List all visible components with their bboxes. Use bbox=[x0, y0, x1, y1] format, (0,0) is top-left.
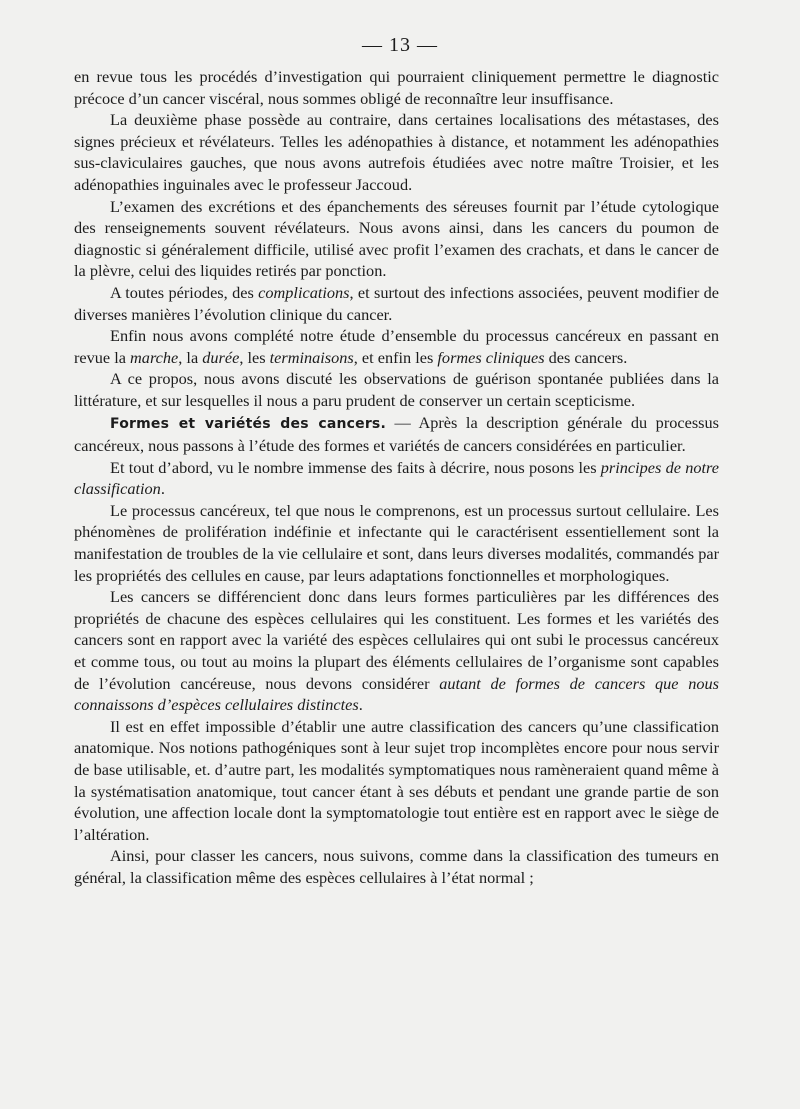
paragraph-5-text-5: des cancers. bbox=[544, 347, 628, 367]
paragraph-10-emphasis: autant de formes de cancers que nous connaissons d’espèces cellulaires distinctes bbox=[74, 673, 719, 715]
paragraph-10-text-b: . bbox=[358, 695, 363, 715]
paragraph-8 bbox=[74, 457, 719, 500]
paragraph-5-emphasis-1: marche bbox=[130, 347, 179, 367]
paragraph-7-text: — Après la description générale du processus cancéreux, nous passons à l’étude des formes et variétés de cancers considérées en particulier. bbox=[74, 412, 719, 456]
paragraph-4-text-b: , et surtout des infections associées, peuvent modifier de diverses manières l’évolution clinique du cancer. bbox=[74, 282, 719, 324]
paragraph-5-text-2: , la bbox=[178, 347, 203, 367]
paragraph-11: Il est en effet impossible d’établir une autre classification des cancers qu’une classification anatomique. Nos notions pathogéniques sont à leur sujet trop incomplètes encore pour nous servir de base utilisable, et. d’autre part, les modalités symptomatiques nous ramèneraient quand même à la systématisation anatomique, tout cancer étant à ses débuts et pendant une grande partie de son évolution, une affection locale dont la symptomatologie tout entière est en rapport avec le siège de l’altération. bbox=[74, 716, 719, 844]
paragraph-10-text-a: Les cancers se différencient donc dans leurs formes particulières par les différences des propriétés de chacune des espèces cellulaires qui les constituent. Les formes et les variétés des cancers sont en rapport avec la variété des espèces cellulaires qui ont subi le processus cancéreux et comme tous, ou tout au moins la plupart des éléments cellulaires de l’organisme sont capables de l’évolution cancéreuse, nous devons considérer bbox=[74, 587, 719, 693]
paragraph-5 bbox=[74, 325, 719, 368]
paragraph-2: La deuxième phase possède au contraire, dans certaines localisations des métastases, des signes précieux et révélateurs. Telles les adénopathies à distance, et notamment les adénopathies sus-claviculaires gauches, que nous avons autrefois étudiées avec notre maître Troisier, et les adénopathies inguinales avec le professeur Jaccoud. bbox=[74, 110, 719, 194]
paragraph-5-emphasis-3: terminaisons bbox=[269, 347, 354, 367]
paragraph-4-text-a: A toutes périodes, des bbox=[110, 282, 259, 302]
paragraph-5-emphasis-2: durée bbox=[202, 347, 240, 367]
paragraph-5-text-1: Enfin nous avons complété notre étude d’ensemble du processus cancéreux en passant en revue la bbox=[74, 326, 719, 367]
paragraph-12: Ainsi, pour classer les cancers, nous suivons, comme dans la classification des tumeurs en général, la classification même des espèces cellulaires à l’état normal ; bbox=[74, 846, 719, 887]
page-number: — 13 — bbox=[362, 34, 438, 56]
body-text bbox=[74, 66, 719, 889]
paragraph-4-emphasis: complications bbox=[258, 282, 350, 302]
paragraph-1: en revue tous les procédés d’investigation qui pourraient cliniquement permettre le diagnostic précoce d’un cancer viscéral, nous sommes obligé de reconnaître leur insuffisance. bbox=[74, 67, 719, 108]
paragraph-3: L’examen des excrétions et des épanchements des séreuses fournit par l’étude cytologique des renseignements souvent révélateurs. Nous avons ainsi, dans les cancers du poumon de diagnostic si généralement difficile, utilisé avec profit l’examen des crachats, et dans le cancer de la plèvre, celui des liquides retirés par ponction. bbox=[74, 196, 719, 281]
paragraph-7 bbox=[74, 412, 719, 457]
paragraph-5-emphasis-4: formes cliniques bbox=[437, 347, 545, 367]
paragraph-8-text-a: Et tout d’abord, vu le nombre immense des faits à décrire, nous posons les bbox=[110, 457, 601, 477]
paragraph-8-emphasis: principes de notre classification bbox=[74, 457, 719, 499]
paragraph-10 bbox=[74, 586, 719, 716]
paragraph-4 bbox=[74, 282, 719, 325]
paragraph-5-text-3: , les bbox=[239, 347, 270, 367]
paragraph-8-text-b: . bbox=[160, 479, 165, 499]
section-heading: Formes et variétés des cancers. bbox=[110, 415, 386, 432]
paragraph-6: A ce propos, nous avons discuté les observations de guérison spontanée publiées dans la littérature, et sur lesquelles il nous a paru prudent de conserver un certain scepticisme. bbox=[74, 369, 719, 410]
paragraph-5-text-4: , et enfin les bbox=[353, 347, 438, 367]
paragraph-9: Le processus cancéreux, tel que nous le comprenons, est un processus surtout cellulaire. Les phénomènes de prolifération indéfinie et infectante qui le caractérisent essentiellement sont la manifestation de troubles de la vie cellulaire et sont, dans leurs diverses modalités, commandés par les propriétés des cellules en cause, par leurs adaptations fonctionnelles et morphologiques. bbox=[74, 500, 719, 585]
